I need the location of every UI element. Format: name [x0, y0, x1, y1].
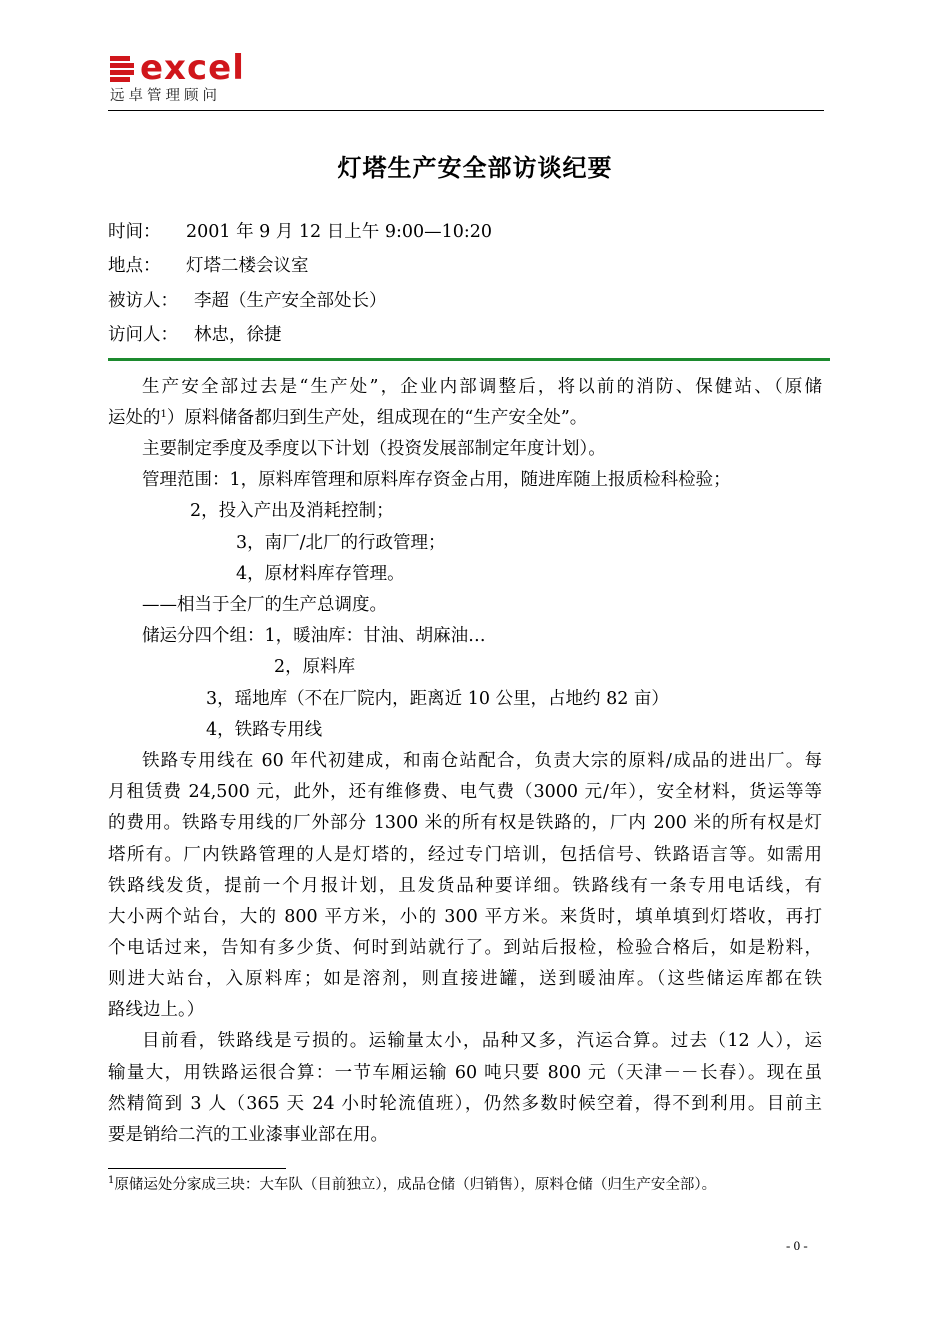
paragraph-line: 管理范围：1，原料库管理和原料库存资金占用，随进库随上报质检科检验； — [142, 470, 731, 490]
meta-label: 地点： — [108, 256, 161, 276]
logo-wordmark: excel — [140, 48, 245, 88]
list-item: 2，投入产出及消耗控制； — [190, 501, 394, 521]
paragraph-line: 目前看，铁路线是亏损的。运输量太小，品种又多，汽运合算。过去（12 人），运 — [142, 1031, 822, 1051]
paragraph-line: 月租赁费 24,500 元，此外，还有维修费、电气费（3000 元/年），安全材料，货运等等 — [108, 782, 822, 802]
paragraph-line: 然精简到 3 人（365 天 24 小时轮流值班），仍然多数时候空着，得不到利用。目前主 — [108, 1094, 822, 1114]
header-divider — [108, 110, 824, 111]
footnote — [108, 1173, 716, 1194]
paragraph-line: 储运分四个组：1，暖油库：甘油、胡麻油… — [142, 626, 486, 646]
paragraph-line: 要是销给二汽的工业漆事业部在用。 — [108, 1125, 388, 1145]
logo-subtitle: 远卓管理顾问 — [110, 88, 221, 104]
paragraph-line: 铁路专用线在 60 年代初建成，和南仓站配合，负责大宗的原料/成品的进出厂。每 — [142, 751, 822, 771]
list-item: 4，铁路专用线 — [206, 720, 323, 740]
meta-time — [108, 218, 493, 243]
footnote-text: 原储运处分家成三块：大车队（目前独立），成品仓储（归销售），原料仓储（归生产安全部）。 — [114, 1177, 717, 1193]
paragraph-line: 生产安全部过去是“生产处”，企业内部调整后，将以前的消防、保健站、（原储 — [142, 377, 822, 397]
footnote-separator — [108, 1168, 286, 1169]
footnote-ref: 1 — [160, 409, 167, 420]
meta-label: 时间： — [108, 222, 161, 242]
meta-interviewee — [108, 287, 387, 312]
paragraph-line: 路线边上。） — [108, 1000, 205, 1020]
footnote-mark: 1 — [108, 1175, 115, 1186]
paragraph-line: 个电话过来，告知有多少货、何时到站就行了。到站后报检，检验合格后，如是粉料， — [108, 938, 822, 958]
meta-location — [108, 252, 309, 277]
paragraph-line: ——相当于全厂的生产总调度。 — [142, 595, 387, 615]
paragraph-line: 输量大，用铁路运很合算：一节车厢运输 60 吨只要 800 元（天津－－长春）。现在虽 — [108, 1063, 822, 1083]
paragraph-line: 塔所有。厂内铁路管理的人是灯塔的，经过专门培训，包括信号、铁路语言等。如需用 — [108, 845, 822, 865]
meta-interviewer — [108, 321, 282, 346]
document-title: 灯塔生产安全部访谈纪要 — [337, 154, 613, 182]
bexcel-b-icon — [110, 56, 136, 82]
meta-label: 访问人： — [108, 325, 178, 345]
list-item: 3，瑶地库（不在厂院内，距离近 10 公里，占地约 82 亩） — [206, 689, 669, 709]
paragraph-line: 铁路线发货，提前一个月报计划，且发货品种要详细。铁路线有一条专用电话线，有 — [108, 876, 822, 896]
meta-value: 李超（生产安全部处长） — [194, 291, 387, 311]
paragraph-line: 大小两个站台，大的 800 平方米，小的 300 平方米。来货时，填单填到灯塔收，再打 — [108, 907, 822, 927]
section-divider — [108, 358, 830, 361]
meta-label: 被访人： — [108, 291, 178, 311]
meta-value: 2001 年 9 月 12 日上午 9:00—10:20 — [186, 222, 493, 242]
page-number: - 0 - — [786, 1238, 808, 1253]
list-item: 3，南厂/北厂的行政管理； — [236, 533, 446, 553]
paragraph-line: 运处的$^1$）原料储备都归到生产处，组成现在的“生产安全处”。 — [108, 408, 588, 428]
list-item: 4，原材料库存管理。 — [236, 564, 405, 584]
paragraph-line: 主要制定季度及季度以下计划（投资发展部制定年度计划）。 — [142, 439, 606, 459]
meta-value: 灯塔二楼会议室 — [186, 256, 309, 276]
paragraph-line: 则进大站台，入原料库；如是溶剂，则直接进罐，送到暖油库。（这些储运库都在铁 — [108, 969, 822, 989]
list-item: 2，原料库 — [274, 657, 356, 677]
meta-value: 林忠，徐捷 — [194, 325, 282, 345]
paragraph-line: 的费用。铁路专用线的厂外部分 1300 米的所有权是铁路的，厂内 200 米的所有权是灯 — [108, 813, 822, 833]
